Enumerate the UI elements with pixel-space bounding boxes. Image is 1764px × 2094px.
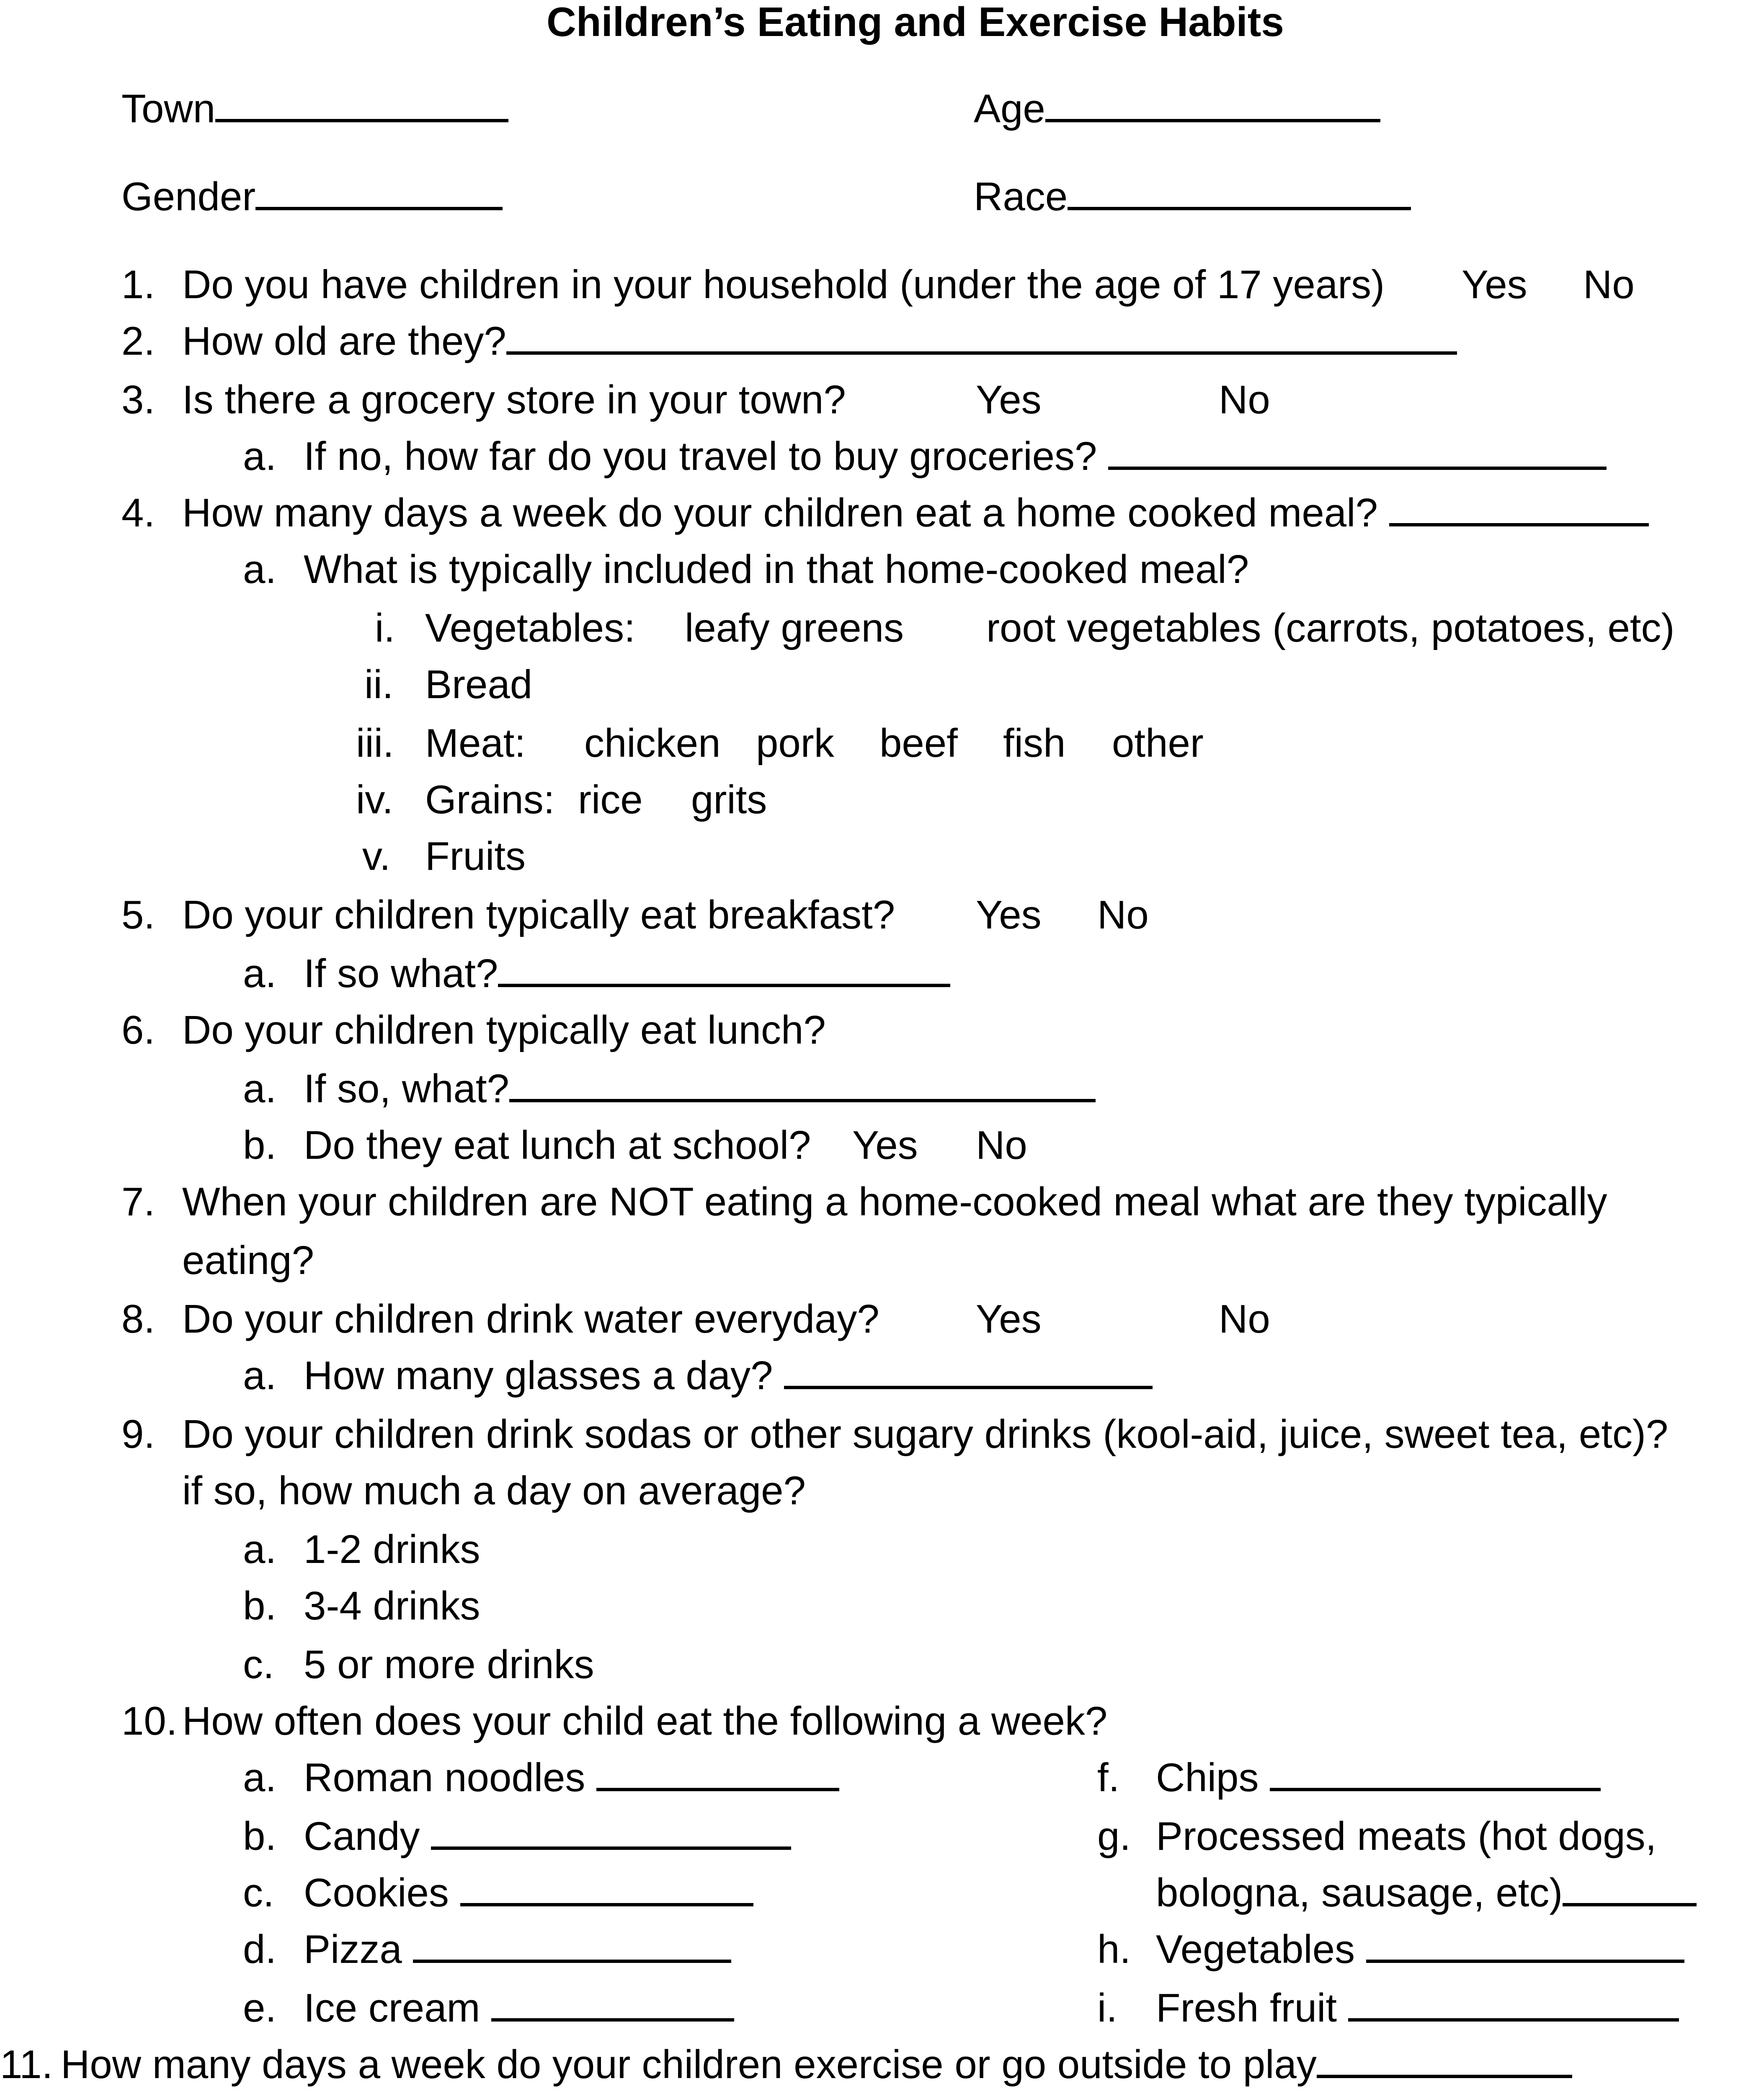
q3a-blank[interactable] xyxy=(1108,434,1607,470)
q8-number: 8. xyxy=(121,1297,155,1341)
q6b-text: Do they eat lunch at school? xyxy=(304,1123,811,1168)
q10a-blank[interactable] xyxy=(596,1755,839,1791)
q10b-letter: b. xyxy=(243,1814,277,1859)
q4a-letter: a. xyxy=(243,547,277,592)
q11-number: 11. xyxy=(0,2042,53,2087)
age-blank[interactable] xyxy=(1045,86,1380,122)
q4-ii-label[interactable]: Bread xyxy=(425,662,533,707)
q10d-letter: d. xyxy=(243,1927,277,1972)
q7-text-line2: eating? xyxy=(182,1238,314,1283)
q8a-letter: a. xyxy=(243,1353,277,1398)
q2-row xyxy=(182,316,1457,366)
q9-text-line1: Do your children drink sodas or other sugary drinks (kool-aid, juice, sweet tea, etc)? xyxy=(182,1412,1669,1457)
q5a-blank[interactable] xyxy=(498,951,950,987)
q10e-row xyxy=(304,1983,734,2033)
q2-blank[interactable] xyxy=(506,319,1457,355)
q10c-blank[interactable] xyxy=(460,1870,753,1906)
q6a-letter: a. xyxy=(243,1066,277,1111)
gender-label: Gender xyxy=(121,174,256,219)
q9c-option[interactable]: 5 or more drinks xyxy=(304,1642,594,1687)
q11-blank[interactable] xyxy=(1317,2042,1572,2078)
q6b-yes[interactable]: Yes xyxy=(852,1123,918,1168)
q3a-row xyxy=(304,431,1607,482)
q6a-blank[interactable] xyxy=(509,1066,1096,1102)
q10b-row xyxy=(304,1811,791,1862)
q3-no[interactable]: No xyxy=(1219,377,1270,422)
q5a-letter: a. xyxy=(243,951,277,996)
q4-blank[interactable] xyxy=(1389,490,1649,526)
q10d-label: Pizza xyxy=(304,1927,402,1972)
q2-text: How old are they? xyxy=(182,319,506,364)
q9b-option[interactable]: 3-4 drinks xyxy=(304,1583,480,1628)
q4-iii-option-chicken[interactable]: chicken xyxy=(584,721,721,766)
q10f-row xyxy=(1156,1753,1601,1803)
q3-number: 3. xyxy=(121,377,155,422)
q10c-row xyxy=(304,1868,753,1918)
q10a-letter: a. xyxy=(243,1755,277,1800)
q10i-label: Fresh fruit xyxy=(1156,1986,1337,2030)
age-label: Age xyxy=(974,86,1045,131)
q4-v-numeral: v. xyxy=(362,834,391,879)
q10g-row xyxy=(1156,1868,1697,1918)
q10e-letter: e. xyxy=(243,1986,277,2030)
q4-iv-option-rice[interactable]: rice xyxy=(578,777,643,822)
gender-blank[interactable] xyxy=(255,174,503,210)
q4-iv-label: Grains: xyxy=(425,777,555,822)
q3a-text: If no, how far do you travel to buy groceries? xyxy=(304,434,1097,479)
q8a-text: How many glasses a day? xyxy=(304,1353,773,1398)
q8-text: Do your children drink water everyday? xyxy=(182,1297,879,1341)
q4-iii-option-pork[interactable]: pork xyxy=(756,721,834,766)
q5-yes[interactable]: Yes xyxy=(976,892,1042,937)
q4-ii-numeral: ii. xyxy=(364,662,394,707)
q4-iii-option-beef[interactable]: beef xyxy=(879,721,958,766)
q10a-label: Roman noodles xyxy=(304,1755,585,1800)
q4-i-numeral: i. xyxy=(375,606,395,650)
q10-number: 10. xyxy=(121,1699,178,1743)
race-label: Race xyxy=(974,174,1068,219)
q10g-letter: g. xyxy=(1097,1814,1131,1859)
q9a-option[interactable]: 1-2 drinks xyxy=(304,1527,480,1572)
q8a-row xyxy=(304,1351,1153,1401)
q4-v-label[interactable]: Fruits xyxy=(425,834,526,879)
town-field[interactable] xyxy=(121,84,508,134)
q5a-text: If so what? xyxy=(304,951,498,996)
q9-number: 9. xyxy=(121,1412,155,1457)
q4-iv-numeral: iv. xyxy=(356,777,393,822)
q1-no[interactable]: No xyxy=(1583,262,1635,307)
q5-number: 5. xyxy=(121,892,155,937)
q4-i-option-leafy-greens[interactable]: leafy greens xyxy=(685,606,904,650)
q1-number: 1. xyxy=(121,262,155,307)
q6b-letter: b. xyxy=(243,1123,277,1168)
q10h-letter: h. xyxy=(1097,1927,1131,1972)
q10d-blank[interactable] xyxy=(413,1927,731,1963)
q3a-letter: a. xyxy=(243,434,277,479)
page-title: Children’s Eating and Exercise Habits xyxy=(547,0,1284,45)
q2-number: 2. xyxy=(121,319,155,364)
q10-text: How often does your child eat the following a week? xyxy=(182,1699,1108,1743)
q4-iii-numeral: iii. xyxy=(356,721,394,766)
q4-iii-option-other[interactable]: other xyxy=(1112,721,1204,766)
q10g-label-line1: Processed meats (hot dogs, xyxy=(1156,1814,1657,1859)
q8-no[interactable]: No xyxy=(1219,1297,1270,1341)
q9a-letter: a. xyxy=(243,1527,277,1572)
q6a-row xyxy=(304,1064,1096,1114)
q10i-letter: i. xyxy=(1097,1986,1117,2030)
q10f-blank[interactable] xyxy=(1270,1755,1601,1791)
q10h-row xyxy=(1156,1924,1684,1975)
q9b-letter: b. xyxy=(243,1583,277,1628)
q1-text: Do you have children in your household (under the age of 17 years) xyxy=(182,262,1385,307)
q1-yes[interactable]: Yes xyxy=(1462,262,1527,307)
q10c-letter: c. xyxy=(243,1870,274,1915)
q10g-label-line2: bologna, sausage, etc) xyxy=(1156,1870,1563,1915)
town-blank[interactable] xyxy=(215,86,508,122)
q10c-label: Cookies xyxy=(304,1870,449,1915)
q6a-text: If so, what? xyxy=(304,1066,509,1111)
q10g-blank[interactable] xyxy=(1563,1870,1697,1906)
q3-text: Is there a grocery store in your town? xyxy=(182,377,846,422)
q9-text-line2: if so, how much a day on average? xyxy=(182,1468,806,1513)
q10f-letter: f. xyxy=(1097,1755,1120,1800)
q10h-blank[interactable] xyxy=(1366,1927,1684,1963)
q10h-label: Vegetables xyxy=(1156,1927,1355,1972)
q4-number: 4. xyxy=(121,490,155,535)
gender-field[interactable] xyxy=(121,172,503,222)
q10b-blank[interactable] xyxy=(431,1814,791,1850)
q10i-row xyxy=(1156,1983,1679,2033)
q10a-row xyxy=(304,1753,839,1803)
q5-no[interactable]: No xyxy=(1097,892,1149,937)
q5a-row xyxy=(304,949,950,999)
town-label: Town xyxy=(121,86,216,131)
q7-text-line1: When your children are NOT eating a home-cooked meal what are they typically xyxy=(182,1179,1607,1224)
q11-row xyxy=(61,2040,1572,2090)
q4-row xyxy=(182,488,1649,538)
q4-iii-label: Meat: xyxy=(425,721,526,766)
q7-number: 7. xyxy=(121,1179,155,1224)
q11-text: How many days a week do your children exercise or go outside to play xyxy=(61,2042,1317,2087)
q10d-row xyxy=(304,1924,731,1975)
q4-text: How many days a week do your children eat a home cooked meal? xyxy=(182,490,1378,535)
q4-i-label: Vegetables: xyxy=(425,606,635,650)
q8-yes[interactable]: Yes xyxy=(976,1297,1042,1341)
q3-yes[interactable]: Yes xyxy=(976,377,1042,422)
q4a-text: What is typically included in that home-cooked meal? xyxy=(304,547,1249,592)
q5-text: Do your children typically eat breakfast? xyxy=(182,892,895,937)
q10b-label: Candy xyxy=(304,1814,420,1859)
q6b-no[interactable]: No xyxy=(976,1123,1027,1168)
q4-iv-option-grits[interactable]: grits xyxy=(691,777,767,822)
q4-i-option-root-vegetables[interactable]: root vegetables (carrots, potatoes, etc) xyxy=(986,606,1675,650)
age-field[interactable] xyxy=(974,84,1380,134)
q4-iii-option-fish[interactable]: fish xyxy=(1003,721,1066,766)
q6-text: Do your children typically eat lunch? xyxy=(182,1008,826,1052)
q8a-blank[interactable] xyxy=(784,1353,1153,1389)
q10f-label: Chips xyxy=(1156,1755,1259,1800)
race-blank[interactable] xyxy=(1068,174,1411,210)
q6-number: 6. xyxy=(121,1008,155,1052)
q9c-letter: c. xyxy=(243,1642,274,1687)
q10i-blank[interactable] xyxy=(1348,1986,1679,2022)
race-field[interactable] xyxy=(974,172,1411,222)
q10e-label: Ice cream xyxy=(304,1986,480,2030)
q10e-blank[interactable] xyxy=(491,1986,734,2022)
